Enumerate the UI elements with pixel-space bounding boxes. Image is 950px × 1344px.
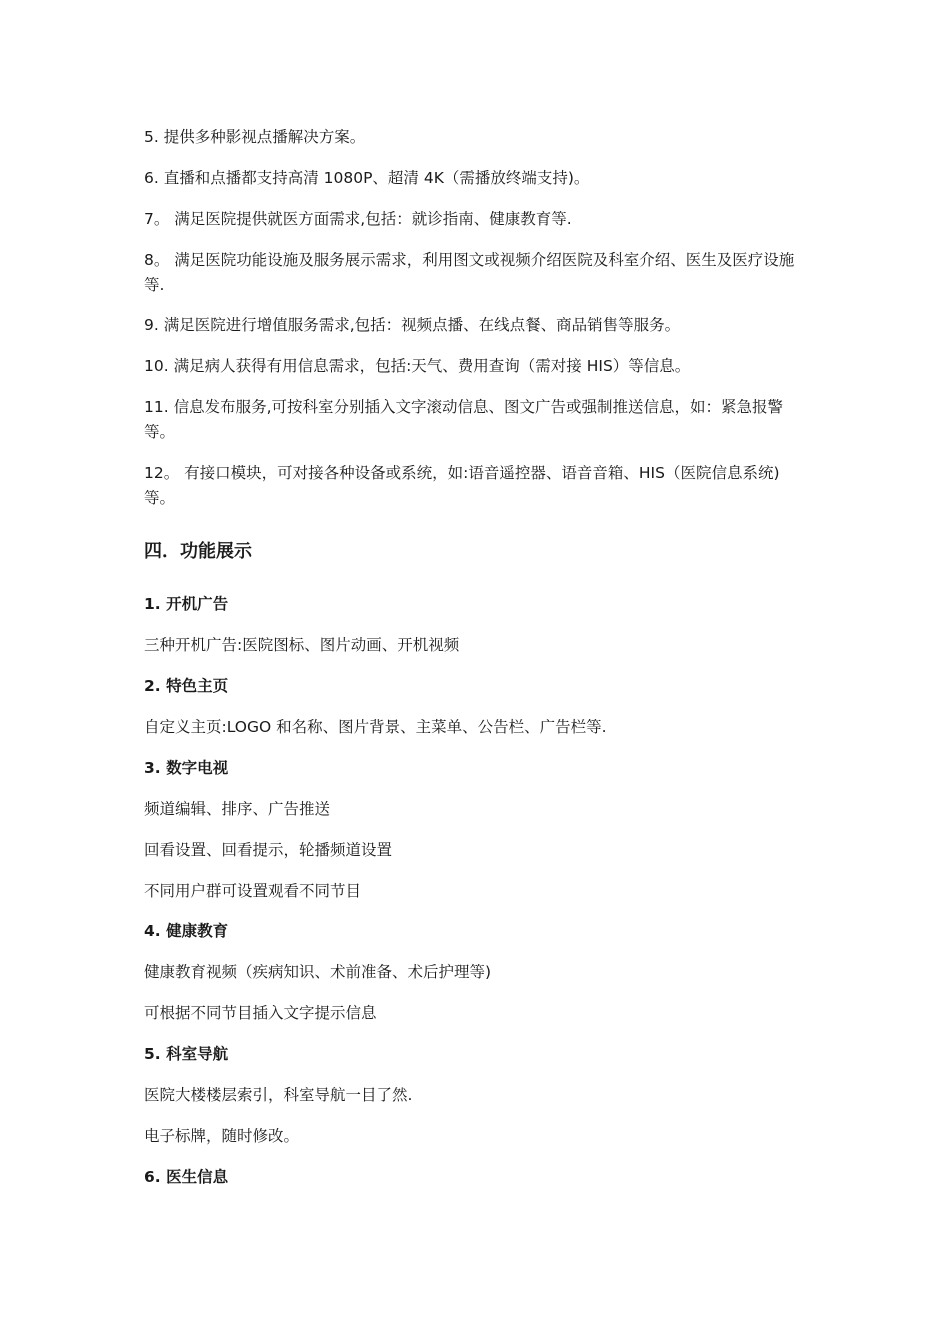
document-page (144, 0, 808, 1344)
subsection-line: 回看设置、回看提示，轮播频道设置 (144, 841, 393, 859)
subsection-line: 频道编辑、排序、广告推送 (144, 800, 331, 818)
section-title: 四．功能展示 (144, 541, 252, 562)
feature-item-8: 8。 满足医院功能设施及服务展示需求，利用图文或视频介绍医院及科室介绍、医生及医疗设施等. (144, 251, 795, 294)
subsection-line: 可根据不同节目插入文字提示信息 (144, 1004, 377, 1022)
subsection-heading: 5. 科室导航 (144, 1045, 229, 1063)
feature-item-12: 12。 有接口模块，可对接各种设备或系统，如:语音遥控器、语音音箱、HIS（医院信息系统)等。 (144, 464, 780, 507)
subsection-heading: 6. 医生信息 (144, 1168, 229, 1186)
feature-item-6: 6. 直播和点播都支持高清 1080P、超清 4K（需播放终端支持)。 (144, 169, 590, 187)
feature-item-7: 7。 满足医院提供就医方面需求,包括：就诊指南、健康教育等. (144, 210, 572, 228)
subsection-line: 电子标牌，随时修改。 (144, 1127, 300, 1145)
subsection-heading: 2. 特色主页 (144, 677, 229, 695)
subsection-line: 医院大楼楼层索引，科室导航一目了然. (144, 1086, 413, 1104)
feature-item-5: 5. 提供多种影视点播解决方案。 (144, 128, 366, 146)
subsection-heading: 3. 数字电视 (144, 759, 229, 777)
subsection-line: 三种开机广告:医院图标、图片动画、开机视频 (144, 636, 460, 654)
subsection-heading: 4. 健康教育 (144, 922, 229, 940)
subsection-line: 健康教育视频（疾病知识、术前准备、术后护理等) (144, 963, 492, 981)
subsection-heading: 1. 开机广告 (144, 595, 229, 613)
feature-item-9: 9. 满足医院进行增值服务需求,包括：视频点播、在线点餐、商品销售等服务。 (144, 316, 681, 334)
feature-item-11: 11. 信息发布服务,可按科室分别插入文字滚动信息、图文广告或强制推送信息，如：紧急报警等。 (144, 398, 784, 441)
subsection-line: 不同用户群可设置观看不同节目 (144, 882, 362, 900)
subsection-line: 自定义主页:LOGO 和名称、图片背景、主菜单、公告栏、广告栏等. (144, 718, 607, 736)
feature-item-10: 10. 满足病人获得有用信息需求，包括:天气、费用查询（需对接 HIS）等信息。 (144, 357, 691, 375)
